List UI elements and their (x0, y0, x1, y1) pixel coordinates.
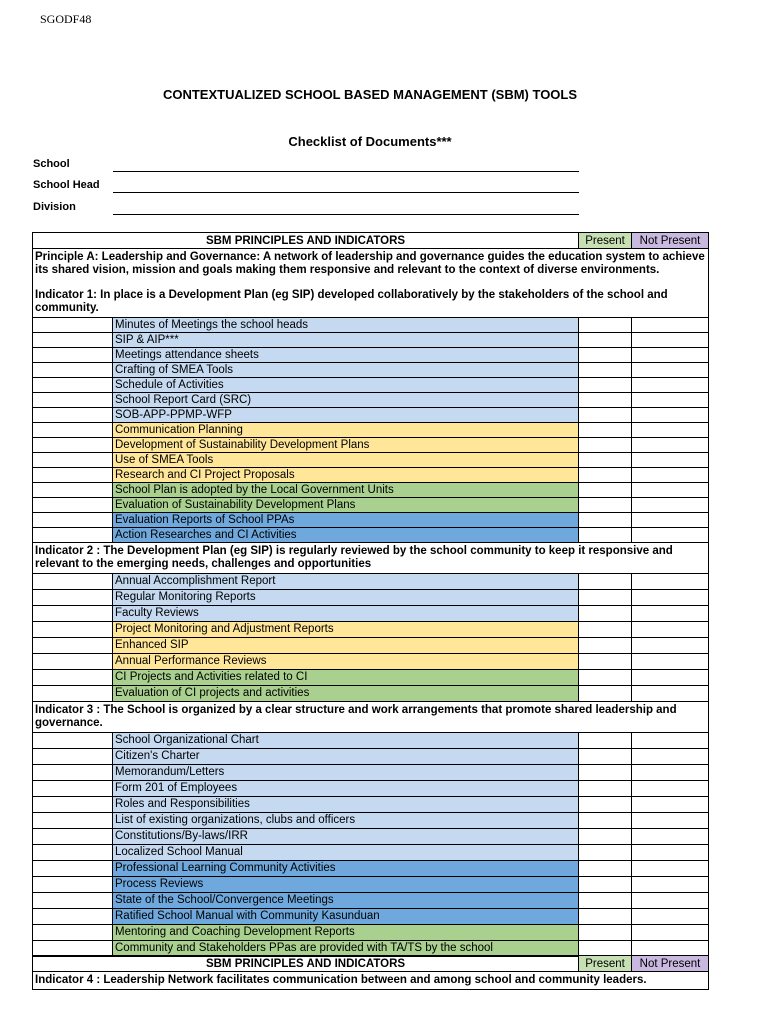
checklist-row (33, 378, 709, 393)
not-present-checkbox-cell[interactable] (632, 909, 709, 925)
document-item: Constitutions/By-laws/IRR (113, 829, 579, 845)
not-present-checkbox-cell[interactable] (632, 453, 709, 468)
checklist-row (33, 733, 709, 749)
document-item: Crafting of SMEA Tools (113, 363, 579, 378)
not-present-checkbox-cell[interactable] (632, 829, 709, 845)
principle-a (33, 249, 709, 318)
document-item: Localized School Manual (113, 845, 579, 861)
row-spacer-cell (33, 453, 113, 468)
present-checkbox-cell[interactable] (579, 670, 632, 686)
document-item: SOB-APP-PPMP-WFP (113, 408, 579, 423)
school-label: School (33, 158, 70, 170)
present-checkbox-cell[interactable] (579, 781, 632, 797)
present-checkbox-cell[interactable] (579, 348, 632, 363)
checklist-row (33, 749, 709, 765)
present-checkbox-cell[interactable] (579, 797, 632, 813)
not-present-checkbox-cell[interactable] (632, 378, 709, 393)
checklist-row (33, 333, 709, 348)
document-item: Evaluation Reports of School PPAs (113, 513, 579, 528)
present-checkbox-cell[interactable] (579, 590, 632, 606)
checklist-row (33, 498, 709, 513)
present-checkbox-cell[interactable] (579, 733, 632, 749)
school-field[interactable] (113, 171, 579, 172)
checklist-row (33, 606, 709, 622)
not-present-checkbox-cell[interactable] (632, 483, 709, 498)
present-checkbox-cell[interactable] (579, 829, 632, 845)
not-present-checkbox-cell[interactable] (632, 528, 709, 543)
checklist-row (33, 686, 709, 702)
document-item: Form 201 of Employees (113, 781, 579, 797)
not-present-checkbox-cell[interactable] (632, 893, 709, 909)
row-spacer-cell (33, 765, 113, 781)
document-item: Annual Accomplishment Report (113, 574, 579, 590)
document-item: Citizen's Charter (113, 749, 579, 765)
checklist-table-continued (32, 955, 709, 990)
not-present-header-2: Not Present (632, 956, 709, 972)
indicator-4: Indicator 4 : Leadership Network facilitates communication between and among school and community leaders. (33, 972, 709, 990)
present-checkbox-cell[interactable] (579, 438, 632, 453)
not-present-checkbox-cell[interactable] (632, 861, 709, 877)
checklist-row (33, 622, 709, 638)
principle-a-text: Principle A: Leadership and Governance: A network of leadership and governance guides the education system to achieve its shared vision, mission and goals making them responsive and relevant to the context of diverse environments. (35, 251, 705, 276)
document-item: Faculty Reviews (113, 606, 579, 622)
present-checkbox-cell[interactable] (579, 453, 632, 468)
document-item: Schedule of Activities (113, 378, 579, 393)
checklist-row (33, 408, 709, 423)
document-title: CONTEXTUALIZED SCHOOL BASED MANAGEMENT (SBM) TOOLS (162, 87, 578, 102)
not-present-checkbox-cell[interactable] (632, 813, 709, 829)
checklist-row (33, 318, 709, 333)
school-head-field[interactable] (113, 192, 579, 193)
checklist-row (33, 765, 709, 781)
document-item: List of existing organizations, clubs and officers (113, 813, 579, 829)
not-present-checkbox-cell[interactable] (632, 363, 709, 378)
row-spacer-cell (33, 909, 113, 925)
row-spacer-cell (33, 622, 113, 638)
row-spacer-cell (33, 408, 113, 423)
checklist-row (33, 348, 709, 363)
checklist-row (33, 513, 709, 528)
document-item: Annual Performance Reviews (113, 654, 579, 670)
present-checkbox-cell[interactable] (579, 749, 632, 765)
document-item: Communication Planning (113, 423, 579, 438)
row-spacer-cell (33, 861, 113, 877)
document-item: School Plan is adopted by the Local Government Units (113, 483, 579, 498)
not-present-checkbox-cell[interactable] (632, 348, 709, 363)
present-checkbox-cell[interactable] (579, 765, 632, 781)
row-spacer-cell (33, 733, 113, 749)
row-spacer-cell (33, 781, 113, 797)
not-present-checkbox-cell[interactable] (632, 393, 709, 408)
present-checkbox-cell[interactable] (579, 877, 632, 893)
present-checkbox-cell[interactable] (579, 333, 632, 348)
present-checkbox-cell[interactable] (579, 925, 632, 941)
checklist-row (33, 654, 709, 670)
not-present-checkbox-cell[interactable] (632, 574, 709, 590)
present-checkbox-cell[interactable] (579, 468, 632, 483)
not-present-checkbox-cell[interactable] (632, 670, 709, 686)
not-present-checkbox-cell[interactable] (632, 797, 709, 813)
document-item: Enhanced SIP (113, 638, 579, 654)
row-spacer-cell (33, 348, 113, 363)
present-checkbox-cell[interactable] (579, 513, 632, 528)
document-item: Minutes of Meetings the school heads (113, 318, 579, 333)
checklist-row (33, 393, 709, 408)
not-present-header: Not Present (632, 233, 709, 249)
not-present-checkbox-cell[interactable] (632, 408, 709, 423)
present-checkbox-cell[interactable] (579, 861, 632, 877)
not-present-checkbox-cell[interactable] (632, 925, 709, 941)
present-checkbox-cell[interactable] (579, 686, 632, 702)
not-present-checkbox-cell[interactable] (632, 438, 709, 453)
row-spacer-cell (33, 638, 113, 654)
present-checkbox-cell[interactable] (579, 318, 632, 333)
row-spacer-cell (33, 749, 113, 765)
row-spacer-cell (33, 893, 113, 909)
row-spacer-cell (33, 654, 113, 670)
row-spacer-cell (33, 590, 113, 606)
document-item: School Report Card (SRC) (113, 393, 579, 408)
document-item: Evaluation of Sustainability Development Plans (113, 498, 579, 513)
row-spacer-cell (33, 468, 113, 483)
principles-header: SBM PRINCIPLES AND INDICATORS (33, 233, 579, 249)
document-item: Ratified School Manual with Community Kasunduan (113, 909, 579, 925)
checklist-row (33, 877, 709, 893)
document-item: Action Researches and CI Activities (113, 528, 579, 543)
row-spacer-cell (33, 333, 113, 348)
not-present-checkbox-cell[interactable] (632, 638, 709, 654)
not-present-checkbox-cell[interactable] (632, 318, 709, 333)
present-checkbox-cell[interactable] (579, 845, 632, 861)
document-item: Use of SMEA Tools (113, 453, 579, 468)
not-present-checkbox-cell[interactable] (632, 513, 709, 528)
checklist-row (33, 528, 709, 543)
row-spacer-cell (33, 318, 113, 333)
document-item: Meetings attendance sheets (113, 348, 579, 363)
not-present-checkbox-cell[interactable] (632, 333, 709, 348)
row-spacer-cell (33, 606, 113, 622)
checklist-row (33, 453, 709, 468)
checklist-row (33, 925, 709, 941)
document-item: SIP & AIP*** (113, 333, 579, 348)
not-present-checkbox-cell[interactable] (632, 423, 709, 438)
not-present-checkbox-cell[interactable] (632, 622, 709, 638)
division-field[interactable] (113, 214, 579, 215)
checklist-row (33, 638, 709, 654)
present-checkbox-cell[interactable] (579, 408, 632, 423)
present-checkbox-cell[interactable] (579, 363, 632, 378)
present-checkbox-cell[interactable] (579, 654, 632, 670)
not-present-checkbox-cell[interactable] (632, 468, 709, 483)
not-present-checkbox-cell[interactable] (632, 845, 709, 861)
document-item: Project Monitoring and Adjustment Reports (113, 622, 579, 638)
row-spacer-cell (33, 797, 113, 813)
indicator3-text: Indicator 3 : The School is organized by a clear structure and work arrangements that promote shared leadership and governance. (33, 702, 709, 733)
row-spacer-cell (33, 686, 113, 702)
checklist-row (33, 468, 709, 483)
document-item: Research and CI Project Proposals (113, 468, 579, 483)
document-item: Regular Monitoring Reports (113, 590, 579, 606)
present-checkbox-cell[interactable] (579, 378, 632, 393)
present-header-2: Present (579, 956, 632, 972)
not-present-checkbox-cell[interactable] (632, 498, 709, 513)
present-checkbox-cell[interactable] (579, 574, 632, 590)
present-checkbox-cell[interactable] (579, 893, 632, 909)
document-item: Process Reviews (113, 877, 579, 893)
row-spacer-cell (33, 393, 113, 408)
checklist-row (33, 909, 709, 925)
checklist-row (33, 813, 709, 829)
row-spacer-cell (33, 423, 113, 438)
division-label: Division (33, 201, 76, 213)
present-checkbox-cell[interactable] (579, 393, 632, 408)
checklist-row (33, 893, 709, 909)
document-item: Memorandum/Letters (113, 765, 579, 781)
indicator2-text: Indicator 2 : The Development Plan (eg SIP) is regularly reviewed by the school community to keep it responsive and relevant to the emerging needs, challenges and opportunities (33, 543, 709, 574)
row-spacer-cell (33, 363, 113, 378)
row-spacer-cell (33, 670, 113, 686)
not-present-checkbox-cell[interactable] (632, 654, 709, 670)
document-item: Mentoring and Coaching Development Reports (113, 925, 579, 941)
row-spacer-cell (33, 845, 113, 861)
row-spacer-cell (33, 528, 113, 543)
checklist-row (33, 483, 709, 498)
row-spacer-cell (33, 483, 113, 498)
document-item: Community and Stakeholders PPas are provided with TA/TS by the school (113, 941, 579, 957)
document-code: SGODF48 (40, 12, 92, 26)
checklist-row (33, 829, 709, 845)
present-checkbox-cell[interactable] (579, 423, 632, 438)
school-head-label: School Head (33, 179, 100, 191)
document-subtitle: Checklist of Documents*** (288, 134, 452, 149)
checklist-row (33, 423, 709, 438)
principles-header-2: SBM PRINCIPLES AND INDICATORS (33, 956, 579, 972)
checklist-row (33, 438, 709, 453)
checklist-row (33, 845, 709, 861)
row-spacer-cell (33, 498, 113, 513)
present-header: Present (579, 233, 632, 249)
not-present-checkbox-cell[interactable] (632, 733, 709, 749)
document-item: Professional Learning Community Activities (113, 861, 579, 877)
document-item: School Organizational Chart (113, 733, 579, 749)
present-checkbox-cell[interactable] (579, 498, 632, 513)
not-present-checkbox-cell[interactable] (632, 686, 709, 702)
document-item: Development of Sustainability Development Plans (113, 438, 579, 453)
row-spacer-cell (33, 925, 113, 941)
row-spacer-cell (33, 438, 113, 453)
present-checkbox-cell[interactable] (579, 813, 632, 829)
present-checkbox-cell[interactable] (579, 909, 632, 925)
checklist-row (33, 590, 709, 606)
checklist-row (33, 781, 709, 797)
indicator-1-text: Indicator 1: In place is a Development Plan (eg SIP) developed collaboratively by the stakeholders of the school and community. (35, 289, 668, 314)
not-present-checkbox-cell[interactable] (632, 877, 709, 893)
row-spacer-cell (33, 378, 113, 393)
checklist-row (33, 670, 709, 686)
checklist-row (33, 861, 709, 877)
row-spacer-cell (33, 877, 113, 893)
document-item: Evaluation of CI projects and activities (113, 686, 579, 702)
not-present-checkbox-cell[interactable] (632, 749, 709, 765)
row-spacer-cell (33, 813, 113, 829)
not-present-checkbox-cell[interactable] (632, 590, 709, 606)
row-spacer-cell (33, 513, 113, 528)
row-spacer-cell (33, 829, 113, 845)
checklist-row (33, 797, 709, 813)
document-item: CI Projects and Activities related to CI (113, 670, 579, 686)
document-item: State of the School/Convergence Meetings (113, 893, 579, 909)
not-present-checkbox-cell[interactable] (632, 606, 709, 622)
present-checkbox-cell[interactable] (579, 483, 632, 498)
not-present-checkbox-cell[interactable] (632, 765, 709, 781)
document-item: Roles and Responsibilities (113, 797, 579, 813)
present-checkbox-cell[interactable] (579, 638, 632, 654)
checklist-row (33, 363, 709, 378)
checklist-row (33, 574, 709, 590)
row-spacer-cell (33, 574, 113, 590)
present-checkbox-cell[interactable] (579, 528, 632, 543)
checklist-table (32, 232, 709, 957)
present-checkbox-cell[interactable] (579, 622, 632, 638)
not-present-checkbox-cell[interactable] (632, 781, 709, 797)
present-checkbox-cell[interactable] (579, 606, 632, 622)
